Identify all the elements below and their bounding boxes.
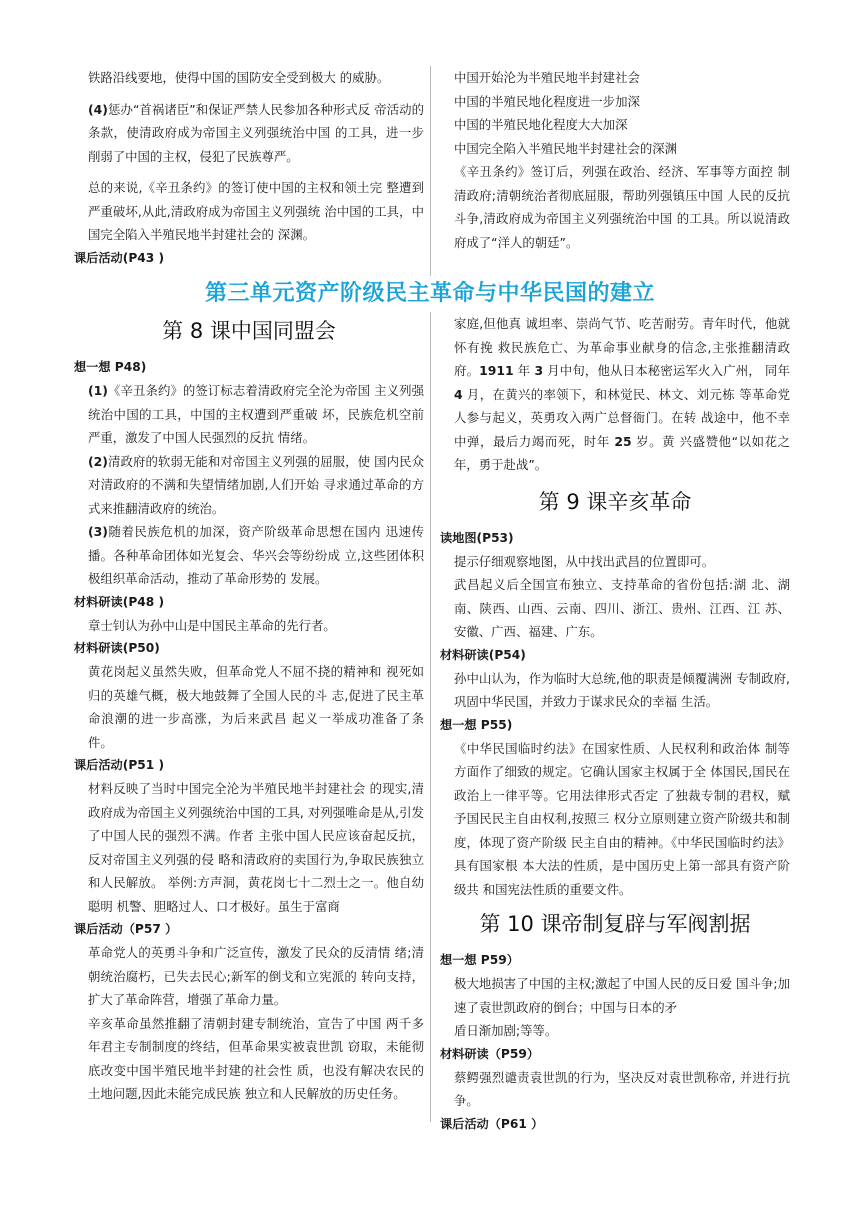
month-3: 3 — [534, 363, 544, 378]
paragraph-railway: 铁路沿线要地，使得中国的国防安全受到极大 的威胁。 — [88, 70, 390, 85]
point-2-number: (2) — [88, 453, 108, 469]
lesson8-title: 第 8 课中国同盟会 — [162, 319, 336, 343]
map-p53-text-1: 提示仔细观察地图，从中找出武昌的位置即可。 — [454, 553, 715, 569]
point-1-number: (1) — [88, 383, 108, 398]
activity-p57-text-1: 革命党人的英勇斗争和广泛宣传，激发了民众的反清情 绪;清朝统治腐朽，已失去民心;新军的倒戈和立宪派的 转向支持，扩大了革命阵营，增强了革命力量。 — [88, 945, 424, 1007]
lesson10-title: 第 10 课帝制复辟与军阀割据 — [479, 912, 751, 936]
think-p59-text-2: 盾日渐加剧;等等。 — [454, 1023, 558, 1038]
fang-shengdong-continued — [440, 312, 790, 477]
activity-p57-text-2: 辛亥革命虽然推翻了清朝封建专制统治，宣告了中国 两千多年君主专制制度的终结，但革命果实被袁世凯 窃取，未能彻底改变中国半殖民地半封建的社会性 质，也没有解决农民的土地问题,因此未能完成民族 独立和人民解放的历史任务。 — [88, 1015, 424, 1101]
think-p55-text: 《中华民国临时约法》在国家性质、人民权利和政治体 制等方面作了细致的规定。它确认国家主权属于全 体国民,国民在政治上一律平等。它用法律形式否定 了独裁专制的君权，赋予国民民主自由权利,按照三 权分立原则建立资产阶级共和制度，体现了资产阶级 民主自由的精神。《中华民国临时约法》具有国家根 本大法的性质，是中国历史上第一部具有资产阶级共 和国宪法性质的重要文件。 — [454, 740, 790, 897]
material-p54-text: 孙中山认为，作为临时大总统,他的职责是倾覆满洲 专制政府,巩固中华民国，并致力于谋求民众的幸福 生活。 — [454, 670, 790, 709]
activity-p51-heading: 课后活动(P51 ) — [74, 758, 165, 772]
stage-item-1: 中国开始沦为半殖民地半封建社会 — [454, 70, 640, 85]
think-p55-heading: 想一想 P55) — [440, 717, 513, 732]
lesson9-10-column — [440, 312, 790, 1136]
activity-p57-heading: 课后活动（P57 ） — [74, 922, 178, 936]
think-p59-heading: 想一想 P59） — [440, 953, 519, 967]
column-divider-bottom — [430, 312, 431, 1122]
point-3-number: (3) — [88, 524, 108, 539]
think-p48-heading: 想一想 P48) — [74, 360, 147, 374]
paragraph-point-4 — [74, 98, 424, 169]
continued-text-1: 家庭,但他真 诚坦率、崇尚气节、吃苦耐劳。青年时代，他就怀有挽 救民族危亡、为革命事业献身的信念,主张推翻清政 府。 — [454, 316, 790, 378]
point-4-text: 惩办“首祸诸臣”和保证严禁人民参加各种形式反 帝活动的条款，使清政府成为帝国主义列强统治中国 的工具，进一步削弱了中国的主权，侵犯了民族尊严。 — [88, 101, 424, 164]
think-p48-point-2 — [74, 450, 424, 521]
think-p48-point-3 — [74, 520, 424, 591]
think-p48-point-1 — [74, 379, 424, 450]
column-divider-top — [430, 66, 431, 276]
map-p53-text-2: 武昌起义后全国宣布独立、支持革命的省份包括:湖 北、湖南、陕西、山西、云南、四川、浙江、贵州、江西、江 苏、安徽、广西、福建、广东。 — [454, 577, 790, 639]
material-p48-heading: 材料研读(P48 ) — [74, 594, 165, 609]
material-p50-heading: 材料研读(P50) — [74, 641, 160, 655]
continued-text-2: 年 — [513, 363, 535, 378]
stage-item-2: 中国的半殖民地化程度进一步加深 — [454, 93, 640, 109]
activity-p43-heading: 课后活动(P43 ) — [74, 250, 165, 265]
top-right-column — [440, 66, 790, 254]
age-25: 25 — [614, 433, 632, 449]
point-3-text: 随着民族危机的加深，资产阶级革命思想在国内 迅速传播。各种革命团体如光复会、华兴会等纷纷成 立,这些团体积极组织革命活动，推动了革命形势的 发展。 — [88, 524, 424, 586]
material-p54-heading: 材料研读(P54) — [440, 647, 526, 662]
map-p53-heading: 读地图(P53) — [440, 530, 514, 545]
lesson9-title: 第 9 课辛亥革命 — [538, 489, 692, 514]
point-4-number: (4) — [88, 101, 108, 117]
material-p48-text: 章士钊认为孙中山是中国民主革命的先行者。 — [88, 617, 336, 633]
month-4: 4 — [454, 386, 463, 402]
material-p50-text: 黄花岗起义虽然失败，但革命党人不屈不挠的精神和 视死如归的英雄气概，极大地鼓舞了全国人民的斗 志,促进了民主革命浪潮的进一步高涨，为后来武昌 起义一举成功准备了条件。 — [88, 664, 424, 750]
continued-text-5: 岁。黄 兴盛赞他“以如花之年，勇于赴战”。 — [454, 433, 790, 472]
material-p59-text: 蔡鳄强烈谴责袁世凯的行为，坚决反对袁世凯称帝, 并进行抗争。 — [454, 1069, 790, 1108]
stage-item-4: 中国完全陷入半殖民地半封建社会的深渊 — [454, 140, 678, 156]
continued-text-4: 月，在黄兴的率领下，和林觉民、林文、刘元栋 等革命党人参与起义，英勇攻入两广总督衙门。在转 战途中，他不幸中弹，最后力竭而死，时年 — [454, 386, 790, 449]
lesson8-column — [74, 312, 424, 1106]
material-p59-heading: 材料研读（P59） — [440, 1046, 540, 1061]
stage-item-3: 中国的半殖民地化程度大大加深 — [454, 117, 628, 132]
activity-p51-text: 材料反映了当时中国完全沦为半殖民地半封建社会 的现实,清政府成为帝国主义列强统治中国的工具, 对列强唯命是从,引发了中国人民的强烈不满。作者 主张中国人民应该奋起反抗，反对帝国主义列强的侵 略和清政府的卖国行为,争取民族独立和人民解放。 举例:方声洞，黄花岗七十二烈士之一。他自幼聪明 机警、胆略过人、口才极好。虽生于富商 — [88, 781, 424, 914]
point-1-text: 《辛丑条约》的签订标志着清政府完全沦为帝国 主义列强统治中国的工具，中国的主权遭到严重破 坏，民族危机空前严重，激发了中国人民强烈的反抗 情绪。 — [88, 383, 424, 445]
point-2-text: 清政府的软弱无能和对帝国主义列强的屈服，使 国内民众对清政府的不满和失望情绪加剧,人们开始 寻求通过革命的方式来推翻清政府的统治。 — [88, 453, 424, 516]
think-p59-text-1: 极大地损害了中国的主权;激起了中国人民的反日爱 国斗争;加速了袁世凯政府的倒台；中国与日本的矛 — [454, 976, 790, 1015]
paragraph-summary: 总的来说,《辛丑条约》的签订使中国的主权和领土完 整遭到严重破坏,从此,清政府成为帝国主义列强统 治中国的工具，中国完全陷入半殖民地半封建社会的 深渊。 — [88, 180, 424, 242]
top-left-column — [74, 66, 424, 270]
paragraph-foreign-court: 《辛丑条约》签订后，列强在政治、经济、军事等方面控 制清政府;清朝统治者彻底屈服，帮助列强镇压中国 人民的反抗斗争,清政府成为帝国主义列强统治中国 的工具。所以说清政府成了“洋人的朝廷”。 — [454, 164, 790, 250]
unit-title: 第三单元资产阶级民主革命与中华民国的建立 — [204, 281, 655, 306]
activity-p61-heading: 课后活动（P61 ） — [440, 1116, 544, 1131]
continued-text-3: 月中旬，他从日本秘密运军火入广州， 同年 — [543, 363, 790, 378]
year-1911: 1911 — [479, 363, 514, 378]
